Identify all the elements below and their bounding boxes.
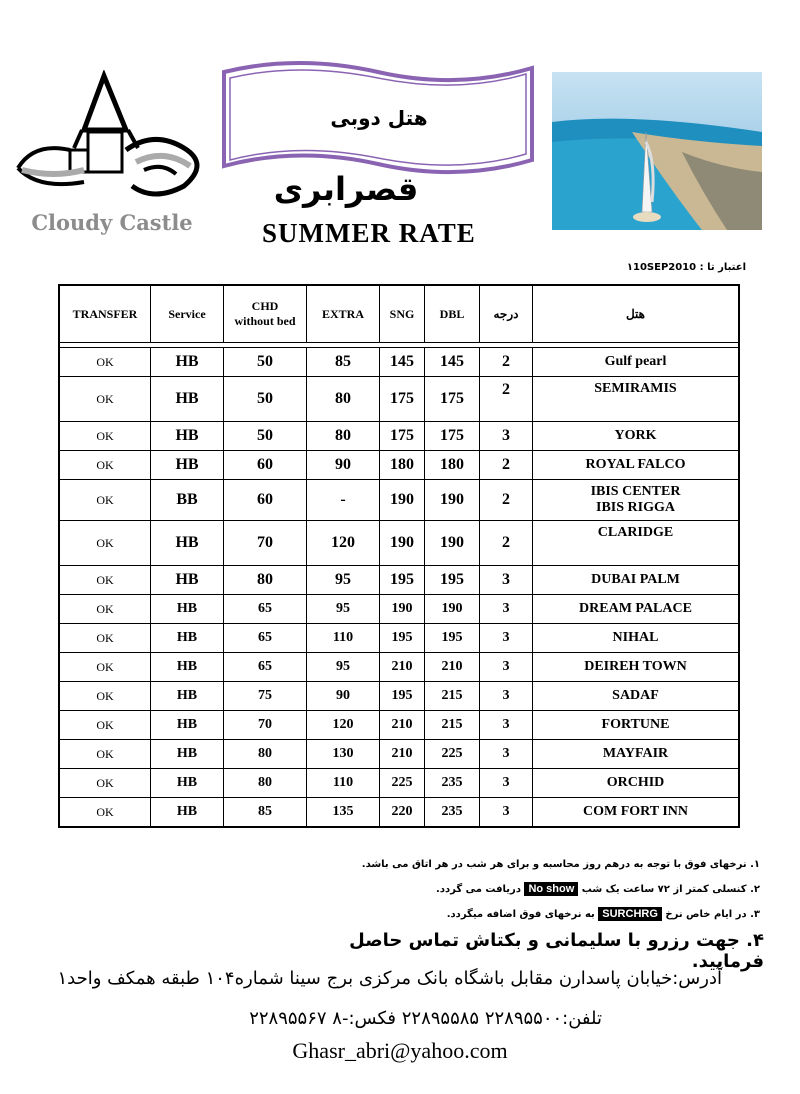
cell-grade: 3 [480,653,533,682]
cell-dbl: 175 [425,422,480,451]
cell-extra: 95 [307,566,380,595]
cell-sng: 210 [380,711,425,740]
cell-chd: 70 [224,711,307,740]
cell-transfer: OK [59,422,151,451]
cell-dbl: 195 [425,566,480,595]
cell-sng: 180 [380,451,425,480]
cell-chd: 70 [224,521,307,566]
surcharge-tag: SURCHRG [598,907,662,921]
table-row [59,566,739,595]
cell-dbl: 235 [425,798,480,828]
cell-hotel: ROYAL FALCO [533,451,740,480]
cell-grade: 3 [480,624,533,653]
cell-transfer: OK [59,624,151,653]
cell-grade: 3 [480,740,533,769]
header-dbl: DBL [425,285,480,343]
cell-hotel: DREAM PALACE [533,595,740,624]
cell-service: HB [151,521,224,566]
cell-service: HB [151,682,224,711]
cell-hotel [533,480,740,521]
hotel-name-2: IBIS RIGGA [596,500,675,515]
cell-transfer: OK [59,521,151,566]
cell-extra: 80 [307,377,380,422]
address: آدرس:خیابان پاسدارن مقابل باشگاه بانک مرکزی برج سینا شماره۱۰۴ طبقه همکف واحد۱ [57,968,722,989]
cell-service: HB [151,769,224,798]
cell-transfer: OK [59,566,151,595]
header-grade: درجه [480,285,533,343]
table-row [59,422,739,451]
cell-grade: 3 [480,769,533,798]
cell-grade: 2 [480,480,533,521]
note-item [300,905,760,924]
header-transfer: TRANSFER [59,285,151,343]
cell-hotel: COM FORT INN [533,798,740,828]
cell-sng: 195 [380,566,425,595]
cell-sng: 195 [380,624,425,653]
cell-dbl: 195 [425,624,480,653]
brand-name-fa: قصرابری [273,170,419,208]
cell-dbl: 235 [425,769,480,798]
cell-sng: 190 [380,521,425,566]
cell-hotel: DEIREH TOWN [533,653,740,682]
note-item [300,880,760,899]
cell-sng: 145 [380,348,425,377]
summer-rate-title: SUMMER RATE [262,218,476,248]
table-row [59,480,739,521]
cell-dbl: 190 [425,595,480,624]
cell-transfer: OK [59,711,151,740]
cell-transfer: OK [59,377,151,422]
cell-dbl: 215 [425,682,480,711]
cell-service: HB [151,422,224,451]
table-row [59,624,739,653]
cell-transfer: OK [59,348,151,377]
cell-hotel: SADAF [533,682,740,711]
cell-sng: 225 [380,769,425,798]
cell-extra: 120 [307,521,380,566]
header-chd [224,285,307,343]
cell-dbl: 145 [425,348,480,377]
phone-fax: تلفن:۲۲۸۹۵۵۰۰ ۲۲۸۹۵۵۸۵ فکس:-۸ ۲۲۸۹۵۵۶۷ [249,1008,602,1029]
cell-chd: 80 [224,566,307,595]
table-row [59,377,739,422]
table-row [59,711,739,740]
cell-sng: 175 [380,422,425,451]
cell-transfer: OK [59,480,151,521]
cell-chd: 50 [224,377,307,422]
cell-chd: 65 [224,653,307,682]
contact-note: ۴. جهت رزرو با سلیمانی و بکتاش تماس حاصل فرمایید. [349,930,764,972]
cell-sng: 210 [380,740,425,769]
cell-sng: 190 [380,480,425,521]
cell-extra: - [307,480,380,521]
rate-table [58,284,740,828]
logo-text: Cloudy Castle [31,210,193,235]
table-row [59,740,739,769]
cell-hotel: YORK [533,422,740,451]
table-row [59,348,739,377]
cell-grade: 3 [480,595,533,624]
cell-hotel: Gulf pearl [533,348,740,377]
cell-grade: 2 [480,451,533,480]
dubai-photo [552,72,762,230]
cell-chd: 85 [224,798,307,828]
cell-chd: 60 [224,480,307,521]
cell-hotel: NIHAL [533,624,740,653]
note-text: کنسلی کمتر از ۷۲ ساعت یک شب [581,884,747,895]
cell-dbl: 225 [425,740,480,769]
cell-dbl: 175 [425,377,480,422]
cell-hotel: SEMIRAMIS [533,377,740,422]
cell-dbl: 190 [425,521,480,566]
cell-service: HB [151,451,224,480]
email: Ghasr_abri@yahoo.com [292,1038,508,1063]
header-extra: EXTRA [307,285,380,343]
cell-extra: 90 [307,682,380,711]
cell-transfer: OK [59,653,151,682]
cell-hotel: CLARIDGE [533,521,740,566]
cell-sng: 220 [380,798,425,828]
cell-service: HB [151,595,224,624]
note-number: ۱. [750,859,760,870]
header-chd-sub: without bed [234,314,296,328]
table-row [59,798,739,828]
notes-list [300,856,760,930]
cell-extra: 135 [307,798,380,828]
cell-extra: 110 [307,624,380,653]
table-row [59,682,739,711]
cell-grade: 2 [480,348,533,377]
cell-dbl: 210 [425,653,480,682]
note-text: در ایام خاص نرخ [665,909,747,920]
cell-extra: 130 [307,740,380,769]
cell-service: HB [151,798,224,828]
cell-sng: 190 [380,595,425,624]
cell-transfer: OK [59,451,151,480]
cell-grade: 3 [480,682,533,711]
cell-transfer: OK [59,798,151,828]
cell-service: HB [151,566,224,595]
cell-transfer: OK [59,595,151,624]
cell-transfer: OK [59,769,151,798]
cell-service: HB [151,377,224,422]
cell-service: HB [151,624,224,653]
note-text: به نرخهای فوق اضافه میگردد. [446,909,595,920]
cell-service: HB [151,348,224,377]
header-chd-label: CHD [251,299,279,313]
cell-sng: 175 [380,377,425,422]
cell-hotel: ORCHID [533,769,740,798]
note-text: نرخهای فوق با توجه به درهم روز محاسبه و برای هر شب در هر اتاق می باشد. [361,859,747,870]
validity-date: اعتبار تا : ۱10SEP2010 [626,262,746,273]
cell-chd: 80 [224,740,307,769]
note-item [300,856,760,874]
hotel-name: IBIS CENTER [590,484,681,499]
cell-sng: 210 [380,653,425,682]
cell-chd: 50 [224,348,307,377]
note-number: ۳. [750,909,760,920]
cell-extra: 120 [307,711,380,740]
cell-transfer: OK [59,682,151,711]
header-sng: SNG [380,285,425,343]
cell-transfer: OK [59,740,151,769]
cell-hotel: MAYFAIR [533,740,740,769]
cell-extra: 80 [307,422,380,451]
cell-chd: 60 [224,451,307,480]
cell-chd: 50 [224,422,307,451]
header-service: Service [151,285,224,343]
cell-extra: 95 [307,595,380,624]
cell-service: HB [151,653,224,682]
cell-chd: 65 [224,624,307,653]
cell-extra: 90 [307,451,380,480]
cell-chd: 65 [224,595,307,624]
table-row [59,521,739,566]
cell-grade: 3 [480,566,533,595]
note-number: ۲. [750,884,760,895]
cell-extra: 110 [307,769,380,798]
banner-title: هتل دوبی [330,106,428,130]
cell-grade: 3 [480,798,533,828]
cell-chd: 75 [224,682,307,711]
table-row [59,595,739,624]
no-show-tag: No show [524,882,578,896]
header-hotel: هتل [533,285,740,343]
cell-hotel: FORTUNE [533,711,740,740]
cell-grade: 2 [480,377,533,422]
cell-extra: 85 [307,348,380,377]
cell-dbl: 190 [425,480,480,521]
cell-extra: 95 [307,653,380,682]
cell-dbl: 180 [425,451,480,480]
table-header-row [59,285,739,343]
cell-grade: 3 [480,422,533,451]
cell-service: BB [151,480,224,521]
note-text: دریافت می گردد. [436,884,521,895]
cell-sng: 195 [380,682,425,711]
cell-hotel: DUBAI PALM [533,566,740,595]
cell-grade: 3 [480,711,533,740]
cell-chd: 80 [224,769,307,798]
cell-dbl: 215 [425,711,480,740]
table-row [59,653,739,682]
table-row [59,451,739,480]
cell-service: HB [151,740,224,769]
table-row [59,769,739,798]
cell-service: HB [151,711,224,740]
cell-grade: 2 [480,521,533,566]
